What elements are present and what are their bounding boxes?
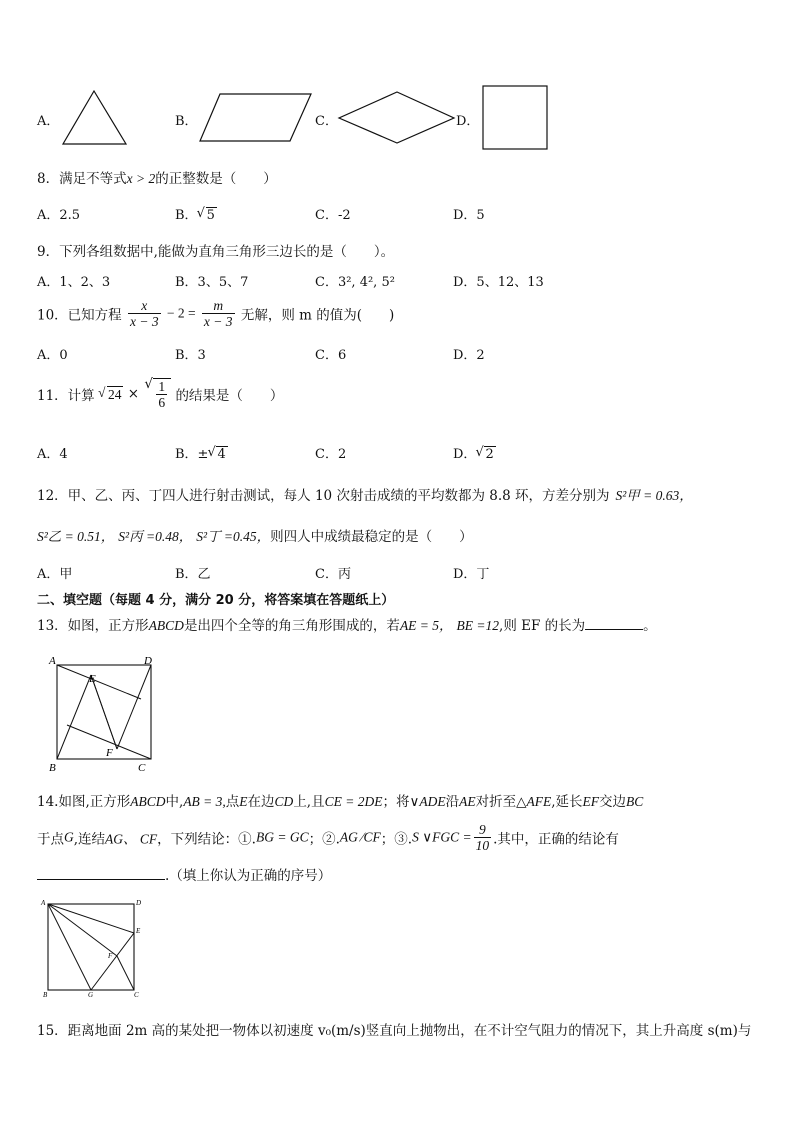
q10-option-c: C．6 — [315, 348, 347, 363]
q13-label-d: D — [144, 655, 152, 667]
q13-stem: 13．如图，正方形ABCD是出四个全等的角三角形围成的，若AE = 5， BE =12,则 EF 的长为 。 — [37, 618, 657, 634]
q14-label-e: E — [136, 927, 141, 935]
q13-label-c: C — [138, 762, 146, 774]
q14-label-c: C — [134, 991, 139, 999]
q13-answer-blank[interactable] — [585, 629, 643, 630]
q12-option-b: B．乙 — [175, 567, 211, 582]
q10-option-a: A．0 — [37, 348, 68, 363]
q8-option-b: B．√ 5 — [175, 204, 217, 223]
section-fill-in-heading: 二、填空题（每题 4 分，满分 20 分，将答案填在答题纸上） — [37, 593, 395, 608]
q10-option-b: B．3 — [175, 348, 206, 363]
q9-stem: 9．下列各组数据中,能做为直角三角形三边长的是（ ）。 — [37, 244, 395, 260]
q14-label-a: A — [41, 899, 46, 907]
q8-option-a: A．2.5 — [37, 208, 81, 223]
q14-label-f: F — [108, 952, 113, 960]
q14-stem-line2: 于点G,连结AG、 CF，下列结论：①.BG = GC；②.AG ∕CF；③.S ∨FGC = $\frac{9}{10}$ .其中，正确的结论有 — [37, 822, 619, 853]
q8-inequality: x > 2 — [126, 171, 156, 186]
q12-variance-jia: S²甲 = 0.63， — [615, 488, 693, 503]
q7-rhombus-figure — [337, 90, 457, 146]
q14-square-figure — [38, 896, 150, 1002]
q8-stem: 8．满足不等式x > 2的正整数是（ ） — [37, 171, 277, 187]
q13-label-e: E — [89, 673, 96, 685]
q9-option-a: A．1、2、3 — [37, 275, 111, 290]
q7-option-a-label: A． — [37, 114, 60, 129]
q12-option-a: A．甲 — [37, 567, 73, 582]
q11-option-d: D．√ 2 — [453, 443, 496, 462]
q14-label-b: B — [43, 991, 48, 999]
q14-stem-line3: .（填上你认为正确的序号） — [37, 864, 331, 884]
q13-label-f: F — [106, 747, 113, 759]
q7-option-d-label: D． — [456, 114, 480, 129]
q7-option-c-label: C． — [315, 114, 338, 129]
q14-label-g: G — [88, 991, 94, 999]
q11-stem: 11．计算 √ 24 × √ $\frac{1}{6}$ 的结果是（ ） — [37, 378, 283, 410]
q8-option-d: D．5 — [453, 208, 485, 223]
q7-triangle-figure — [60, 88, 130, 148]
q9-option-b: B．3、5、7 — [175, 275, 249, 290]
q12-option-d: D．丁 — [453, 567, 490, 582]
q13-label-b: B — [49, 762, 56, 774]
q12-stem-line1: 12．甲、乙、丙、丁四人进行射击测试，每人 10 次射击成绩的平均数都为 8.8 环，方差分别为 S²甲 = 0.63， — [37, 488, 693, 504]
q12-option-c: C．丙 — [315, 567, 351, 582]
q11-option-c: C．2 — [315, 447, 347, 462]
q8-sqrt5: √ 5 — [206, 207, 217, 223]
q13-label-a: A — [49, 655, 56, 667]
q12-stem-line2: S²乙 = 0.51， S²丙 =0.48， S²丁 =0.45，则四人中成绩最稳定的是（ ） — [37, 529, 473, 545]
q14-label-d: D — [136, 899, 142, 907]
q7-parallelogram-figure — [198, 92, 313, 144]
q10-stem: 10．已知方程 $\frac{x}{x - 3}$ − 2 = $\frac{m}{x - 3}$ 无解，则 m 的值为( ) — [37, 298, 395, 329]
q14-answer-blank[interactable] — [37, 879, 165, 880]
q9-option-c: C．3², 4², 5² — [315, 275, 395, 290]
q14-stem-line1: 14.如图,正方形ABCD中,AB = 3,点E在边CD上,且CE = 2DE；将∨ADE沿AE对折至△AFE,延长EF交边BC — [37, 794, 644, 810]
q11-option-b: B．±√ 4 — [175, 443, 228, 462]
q15-stem: 15．距离地面 2m 高的某处把一物体以初速度 v₀(m/s)竖直向上抛物出，在不计空气阻力的情况下，其上升高度 s(m)与 — [37, 1023, 752, 1039]
q7-square-figure — [481, 84, 551, 152]
q13-square-figure — [44, 652, 164, 774]
q10-option-d: D．2 — [453, 348, 485, 363]
q11-option-a: A．4 — [37, 447, 68, 462]
q7-option-b-label: B． — [175, 114, 198, 129]
q8-option-c: C．-2 — [315, 208, 351, 223]
q9-option-d: D．5、12、13 — [453, 275, 544, 290]
